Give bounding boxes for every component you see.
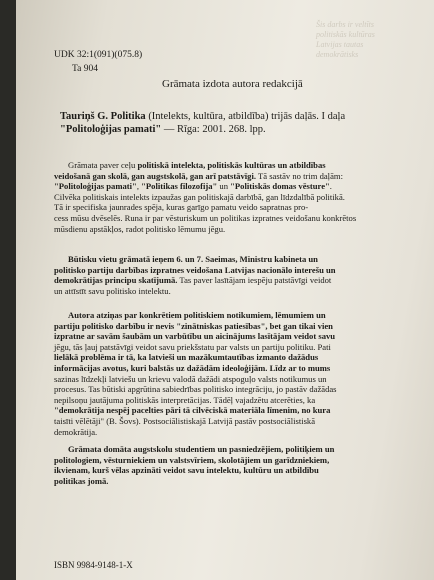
annotation-paragraph-2 xyxy=(54,254,336,296)
text-line: mūsdienu apstākļos, radot politisko lēmumu jēgu. xyxy=(54,223,226,234)
text-line: veidošanā gan skolā, gan augstskolā, gan arī patstāvīgi. Tā sastāv no trim daļām: xyxy=(54,170,343,181)
text-line: "Politoloģijas pamati", "Politikas filozofija" un "Politiskās domas vēsture". xyxy=(54,181,332,192)
annotation-paragraph-1 xyxy=(54,160,356,234)
edition-note: Grāmata izdota autora redakcijā xyxy=(162,78,303,90)
bleed-line: politiskās kultūras xyxy=(316,30,375,39)
text-line: nepilsoņu jautājuma politiskās interpretācijas. Tādēļ vajadzētu atcerēties, ka xyxy=(54,394,316,405)
text-line: lielākā problēma ir tā, ka latvieši un mazākumtautības izmanto dažādus xyxy=(54,352,319,363)
biblio-author-title: Tauriņš G. Politika xyxy=(60,111,146,122)
udk-shelf-mark: Ta 904 xyxy=(72,64,98,74)
annotation-paragraph-4 xyxy=(54,444,334,486)
text-line: cess mūsu dvēselēs. Runa ir par vēsturiskum un politikas izpratnes veidošanu konkrētos xyxy=(54,212,357,223)
text-line: sazinas līdzekļi latviešu un krievu valodā dažādi atspoguļo valsts notikumus un xyxy=(54,373,327,384)
biblio-rest: (Intelekts, kultūra, atbildība) trijās daļās. I daļa xyxy=(145,111,346,122)
biblio-part-title: "Politoloģijas pamati" xyxy=(60,124,162,135)
text-line: Cilvēka politiskais intelekts izpaužas gan politiskajā darbībā, gan līdzdalībā politikā. xyxy=(54,191,345,202)
bleed-line: Šis darbs ir veltīts xyxy=(316,20,375,29)
text-line: izpratne ar savām šaubām un varbūtību un aicinājums lasītājam veidot savu xyxy=(54,331,336,342)
text-line: "demokrātija nespēj pacelties pāri tā cilvēciskā materiāla līmenim, no kura xyxy=(54,405,331,416)
text-line: un attīstīt savu politisko intelektu. xyxy=(54,285,171,296)
reverse-side-bleed-text xyxy=(316,20,434,60)
text-line: taisīti vēlētāji" (B. Šovs). Postsociālistiskajā Latvijā pastāv postsociālistiskā xyxy=(54,415,316,426)
text-line: procesus. Tas būtiski apgrūtina sabiedrības politisko integrāciju, jo pastāv dažādas xyxy=(54,384,337,395)
udk-code: UDK 32:1(091)(075.8) xyxy=(54,50,143,60)
bleed-line: Latvijas tautas xyxy=(316,40,364,49)
text-line: informācijas avotus, kuri balstās uz dažādām ideoloģijām. Līdz ar to mums xyxy=(54,362,331,373)
annotation-paragraph-3 xyxy=(54,310,337,437)
text-line: partiju politisko darbību ir nevis "zinātniskas patiesības", bet gan tikai vien xyxy=(54,320,333,331)
text-line: demokrātija. xyxy=(54,426,98,437)
text-line: Grāmata paver ceļu politiskā intelekta, politiskās kultūras un atbildības xyxy=(68,160,326,170)
text-line: Autora atziņas par konkrētiem politiskiem notikumiem, lēmumiem un xyxy=(68,310,326,320)
isbn-number: ISBN 9984-9148-1-X xyxy=(54,560,133,570)
biblio-line-2 xyxy=(60,123,345,136)
text-line: demokrātijas principu skatījumā. Tas paver lasītājam iespēju patstāvīgi veidot xyxy=(54,275,332,286)
text-line: ikvienam, kurš vēlas apzināti veidot savu intelektu, kultūru un atbildību xyxy=(54,465,319,476)
text-line: politologiem, vēsturniekiem un valstsvīriem, skolotājiem un garīdzniekiem, xyxy=(54,454,330,465)
text-line: Tā ir specifiska jaunrades spēja, kuras garīgo pamatu veido sapratnas pro- xyxy=(54,202,309,213)
text-line: jēgu, tās ļauj patstāvīgi veidot savu priekšstatu par valsts un partiju politiku. Pati xyxy=(54,341,331,352)
text-line: politisko partiju darbības izpratnes veidošana Latvijas nacionālo interešu un xyxy=(54,264,336,275)
udk-classification xyxy=(54,48,142,76)
biblio-line-1 xyxy=(60,110,345,123)
book-page xyxy=(16,0,434,580)
bibliographic-entry xyxy=(60,110,345,136)
bleed-line: demokrātisks xyxy=(316,50,359,59)
text-line: politikas jomā. xyxy=(54,475,109,486)
biblio-publication: — Rīga: 2001. 268. lpp. xyxy=(161,124,266,135)
text-line: Grāmata domāta augstskolu studentiem un pasniedzējiem, politiķiem un xyxy=(68,444,335,454)
text-line: Būtisku vietu grāmatā ieņem 6. un 7. Saeimas, Ministru kabineta un xyxy=(68,254,318,264)
